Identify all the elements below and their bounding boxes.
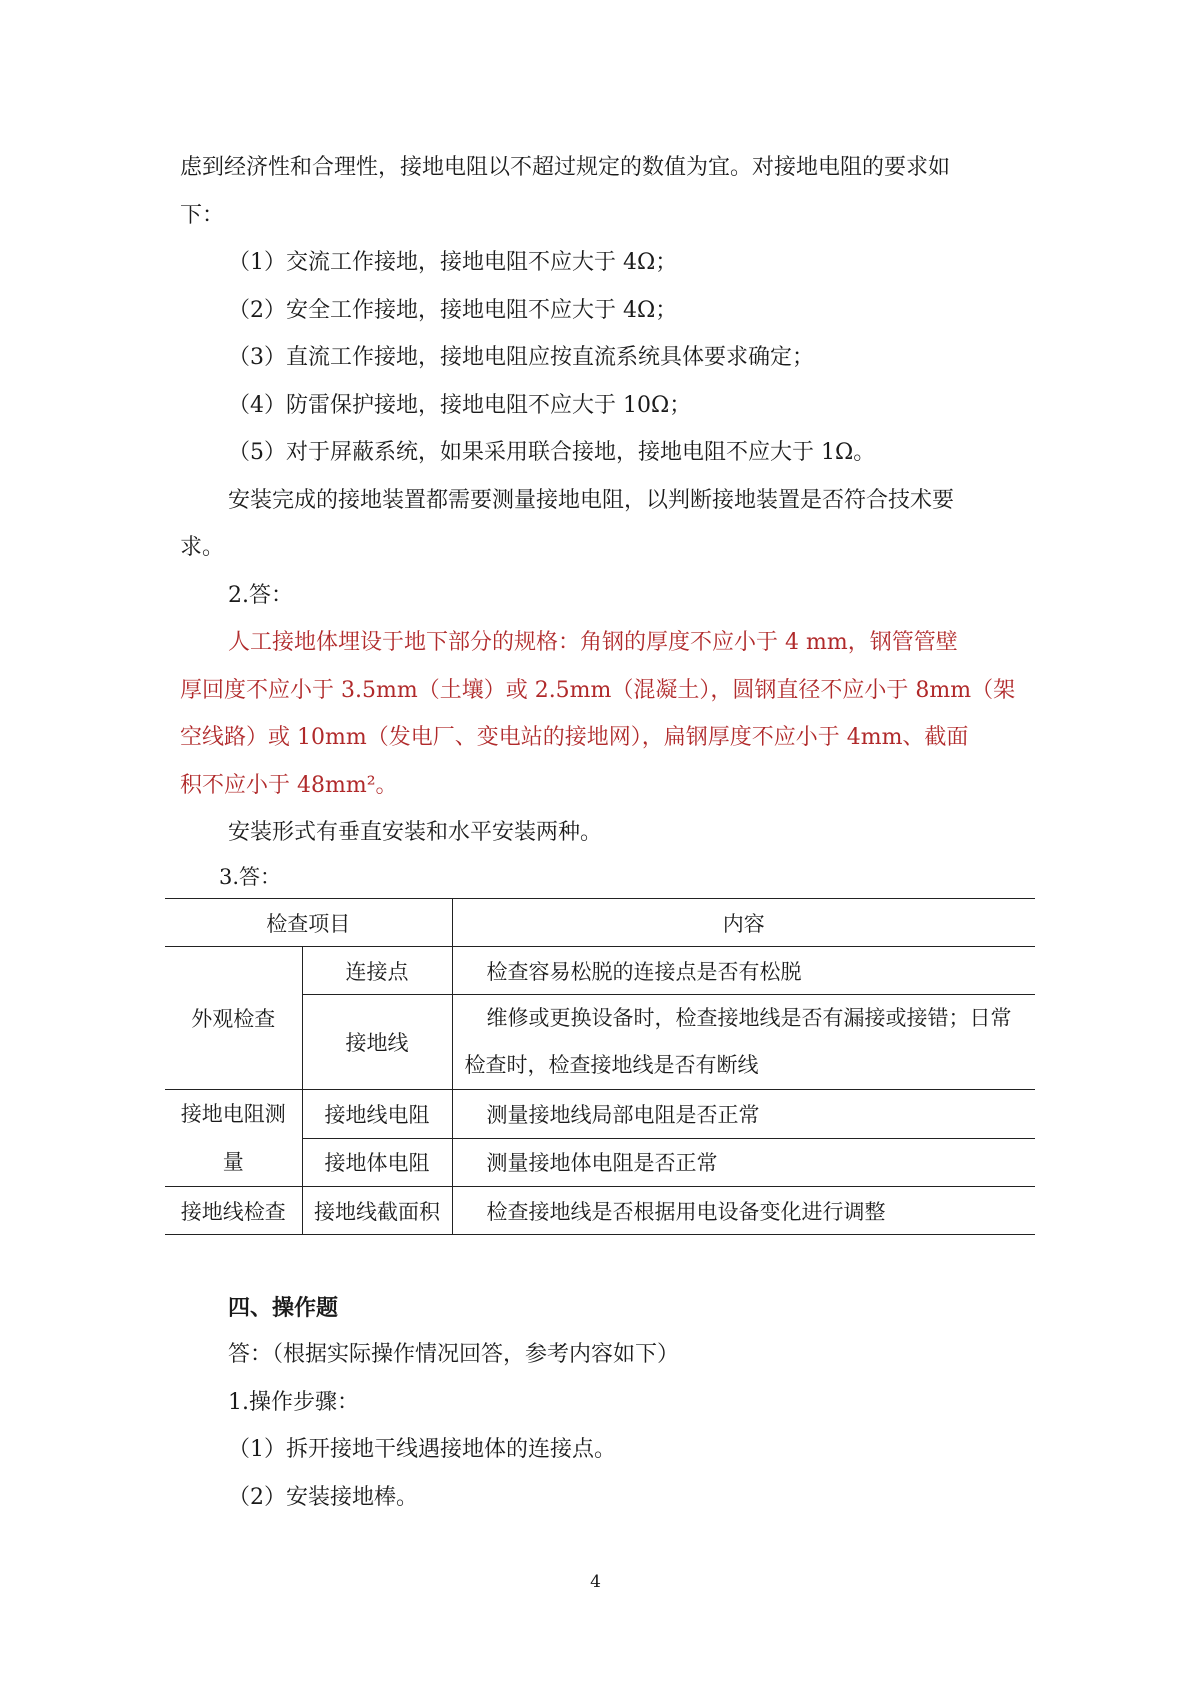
content-cell: 检查接地线是否根据用电设备变化进行调整 [452,1187,1035,1235]
page-number: 4 [590,1572,601,1592]
section-4-title: 四、操作题 [228,1295,339,1321]
after-install-line-2: 求。 [180,535,225,560]
content-cell: 测量接地体电阻是否正常 [452,1138,1035,1187]
requirement-item: （1）交流工作接地，接地电阻不应大于 4Ω； [228,250,678,275]
answer-2-red-line: 空线路）或 10mm（发电厂、变电站的接地网），扁钢厚度不应小于 4mm、截面 [180,725,969,750]
answer-2-red-line: 积不应小于 48mm²。 [180,773,398,798]
item-cell: 接地线截面积 [302,1187,452,1235]
table-header-row [165,899,1035,947]
table-row [165,1090,1035,1139]
requirement-item: （5）对于屏蔽系统，如果采用联合接地，接地电阻不应大于 1Ω。 [228,440,876,465]
answer-2-label: 2.答： [228,583,293,608]
inspection-table [165,898,1035,1235]
group-ground-wire-check: 接地线检查 [165,1187,302,1235]
answer-2-red-line: 厚回度不应小于 3.5mm（土壤）或 2.5mm（混凝土），圆钢直径不应小于 8mm（架 [180,678,1016,703]
intro-line-1: 虑到经济性和合理性，接地电阻以不超过规定的数值为宜。对接地电阻的要求如 [180,155,951,180]
step-item: （2）安装接地棒。 [228,1485,418,1510]
requirement-item: （2）安全工作接地，接地电阻不应大于 4Ω； [228,298,678,323]
item-cell: 连接点 [302,947,452,995]
intro-line-2: 下： [180,203,225,228]
content-cell: 维修或更换设备时，检查接地线是否有漏接或接错；日常检查时，检查接地线是否有断线 [452,995,1035,1090]
content-cell: 检查容易松脱的连接点是否有松脱 [452,947,1035,995]
group-resistance-measure [165,1090,302,1187]
group-label-line: 量 [222,1150,244,1174]
table-row [165,1187,1035,1235]
answer-3-label: 3.答： [219,865,282,889]
content-cell: 测量接地线局部电阻是否正常 [452,1090,1035,1139]
answer-2-red-line: 人工接地体埋设于地下部分的规格：角钢的厚度不应小于 4 mm，钢管管壁 [228,630,958,655]
after-install-line-1: 安装完成的接地装置都需要测量接地电阻，以判断接地装置是否符合技术要 [228,488,955,513]
requirement-item: （4）防雷保护接地，接地电阻不应大于 10Ω； [228,393,692,418]
section-4-steps-label: 1.操作步骤： [228,1390,359,1415]
step-item: （1）拆开接地干线遇接地体的连接点。 [228,1437,616,1462]
section-4-answer: 答：（根据实际操作情况回答，参考内容如下） [228,1342,680,1367]
requirement-item: （3）直流工作接地，接地电阻应按直流系统具体要求确定； [228,345,814,370]
install-forms: 安装形式有垂直安装和水平安装两种。 [228,820,603,845]
group-visual-check: 外观检查 [165,947,302,1090]
table-row [165,947,1035,995]
item-cell: 接地线 [302,995,452,1090]
item-cell: 接地体电阻 [302,1138,452,1187]
header-check-item: 检查项目 [165,899,452,947]
group-label-line: 接地电阻测 [180,1102,286,1126]
header-content: 内容 [452,899,1035,947]
item-cell: 接地线电阻 [302,1090,452,1139]
